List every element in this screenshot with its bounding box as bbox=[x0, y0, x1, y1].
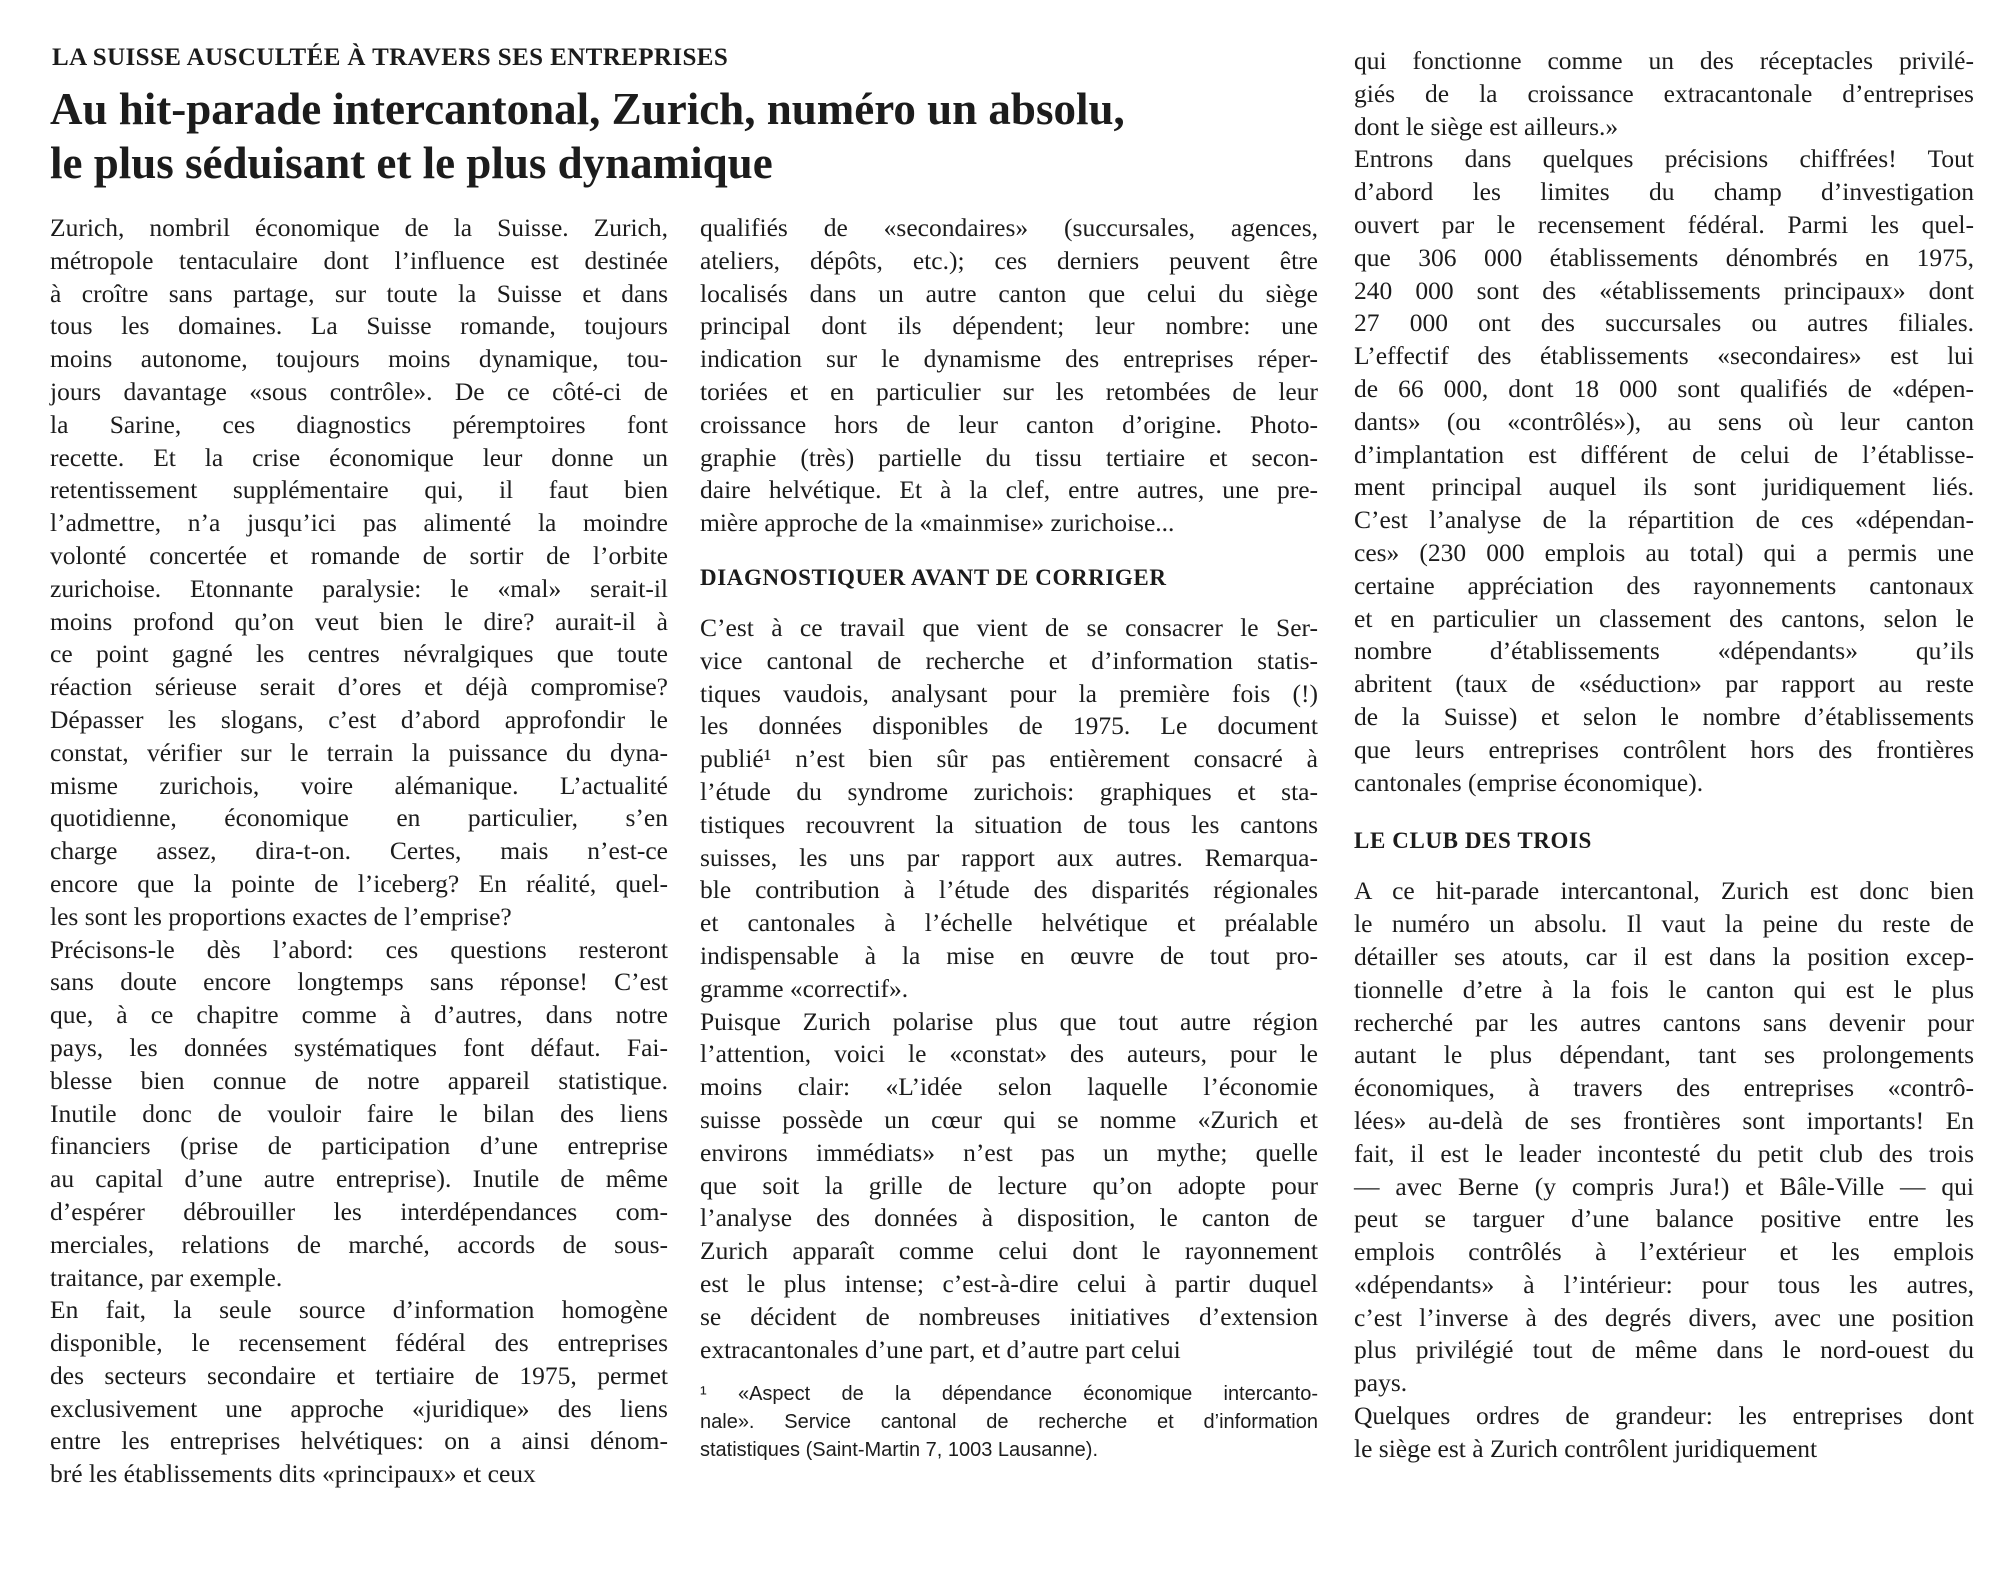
column-2-text-a bbox=[700, 212, 1318, 540]
text-line: graphie (très) partielle du tissu tertiaire et secon- bbox=[700, 442, 1318, 472]
text-line: se décident de nombreuses initiatives d’extension bbox=[700, 1301, 1318, 1331]
text-line: encore que la pointe de l’iceberg? En réalité, quel- bbox=[50, 868, 668, 898]
text-line: l’analyse des données à disposition, le canton de bbox=[700, 1203, 1318, 1233]
text-line: moins autonome, toujours moins dynamique, tou- bbox=[50, 344, 668, 374]
text-line: de 66 000, dont 18 000 sont qualifiés de «dépen- bbox=[1354, 373, 1974, 403]
text-line: indispensable à la mise en œuvre de tout pro- bbox=[700, 940, 1318, 970]
text-line: dants» (ou «contrôlés»), au sens où leur canton bbox=[1354, 406, 1974, 436]
text-line: L’effectif des établissements «secondaires» est lui bbox=[1354, 341, 1974, 371]
text-line: qui fonctionne comme un des réceptacles privilé- bbox=[1354, 46, 1974, 75]
text-line: que 306 000 établissements dénombrés en 1975, bbox=[1354, 242, 1974, 272]
text-line: moins clair: «L’idée selon laquelle l’économie bbox=[700, 1072, 1318, 1102]
footnote bbox=[700, 1380, 1318, 1464]
text-line: — avec Berne (y compris Jura!) et Bâle-Ville — qui bbox=[1354, 1171, 1974, 1201]
text-line: qualifiés de «secondaires» (succursales, agences, bbox=[700, 213, 1318, 242]
text-line: Puisque Zurich polarise plus que tout autre région bbox=[700, 1006, 1318, 1036]
text-line: recette. Et la crise économique leur donne un bbox=[50, 442, 668, 472]
text-line: recherché par les autres cantons sans devenir pour bbox=[1354, 1007, 1974, 1037]
text-line: autant le plus dépendant, tant ses prolongements bbox=[1354, 1040, 1974, 1070]
text-line: toriées et en particulier sur les retombées de leur bbox=[700, 376, 1318, 406]
column-3-text-a bbox=[1354, 45, 1974, 799]
text-line: Entrons dans quelques précisions chiffrées! Tout bbox=[1354, 144, 1974, 174]
text-line: financiers (prise de participation d’une entreprise bbox=[50, 1131, 668, 1161]
headline-line: Au hit-parade intercantonal, Zurich, numéro un absolu, bbox=[50, 84, 1125, 134]
column-1 bbox=[50, 212, 668, 1491]
text-line: localisés dans un autre canton que celui du siège bbox=[700, 278, 1318, 308]
text-line: traitance, par exemple. bbox=[50, 1262, 283, 1292]
text-line: que soit la grille de lecture qu’on adopte pour bbox=[700, 1170, 1318, 1200]
text-line: fait, il est le leader incontesté du petit club des trois bbox=[1354, 1138, 1974, 1168]
text-line: entre les entreprises helvétiques: on a ainsi dénom- bbox=[50, 1426, 668, 1456]
text-line: les sont les proportions exactes de l’emprise? bbox=[50, 901, 512, 931]
text-line: certaine appréciation des rayonnements cantonaux bbox=[1354, 570, 1974, 600]
text-line: l’étude du syndrome zurichois: graphiques et sta- bbox=[700, 776, 1318, 806]
text-line: sans doute encore longtemps sans réponse! C’est bbox=[50, 967, 668, 997]
text-line: jours davantage «sous contrôle». De ce côté-ci de bbox=[50, 376, 668, 406]
subhead-diagnostiquer: DIAGNOSTIQUER AVANT DE CORRIGER bbox=[700, 564, 1167, 590]
footnote-line: ¹ «Aspect de la dépendance économique intercanto- bbox=[700, 1383, 1318, 1406]
text-line: emplois contrôlés à l’extérieur et les emplois bbox=[1354, 1237, 1974, 1267]
text-line: économiques, à travers des entreprises «contrô- bbox=[1354, 1073, 1974, 1103]
text-line: environs immédiats» n’est pas un mythe; quelle bbox=[700, 1137, 1318, 1167]
text-line: des secteurs secondaire et tertiaire de 1975, permet bbox=[50, 1360, 668, 1390]
text-line: Inutile donc de vouloir faire le bilan des liens bbox=[50, 1098, 668, 1128]
text-line: publié¹ n’est bien sûr pas entièrement consacré à bbox=[700, 744, 1318, 774]
text-line: que, à ce chapitre comme à d’autres, dans notre bbox=[50, 1000, 668, 1030]
text-line: quotidienne, économique en particulier, s’en bbox=[50, 803, 668, 833]
text-line: retentissement supplémentaire qui, il faut bien bbox=[50, 475, 668, 505]
text-line: cantonales (emprise économique). bbox=[1354, 767, 1704, 797]
text-line: lées» au-delà de ses frontières sont importants! En bbox=[1354, 1105, 1974, 1135]
text-line: zurichoise. Etonnante paralysie: le «mal» serait-il bbox=[50, 573, 668, 603]
text-line: En fait, la seule source d’information homogène bbox=[50, 1295, 668, 1325]
text-line: croissance hors de leur canton d’origine. Photo- bbox=[700, 409, 1318, 439]
text-line: nombre d’établissements «dépendants» qu’ils bbox=[1354, 636, 1974, 666]
text-line: A ce hit-parade intercantonal, Zurich est donc bien bbox=[1354, 876, 1974, 906]
text-line: tiques vaudois, analysant pour la première fois (!) bbox=[700, 678, 1318, 708]
text-line: que leurs entreprises contrôlent hors des frontières bbox=[1354, 734, 1974, 764]
text-line: c’est l’inverse à des degrés divers, avec une position bbox=[1354, 1302, 1974, 1332]
footnote-line: statistiques (Saint-Martin 7, 1003 Lausanne). bbox=[700, 1439, 1098, 1462]
text-line: C’est à ce travail que vient de se consacrer le Ser- bbox=[700, 612, 1318, 642]
text-line: ble contribution à l’étude des disparités régionales bbox=[700, 875, 1318, 905]
text-line: charge assez, dira-t-on. Certes, mais n’est-ce bbox=[50, 836, 668, 866]
text-line: giés de la croissance extracantonale d’entreprises bbox=[1354, 78, 1974, 108]
text-line: exclusivement une approche «juridique» des liens bbox=[50, 1393, 668, 1423]
text-line: plus privilégié tout de même dans le nord-ouest du bbox=[1354, 1335, 1974, 1365]
text-line: moins profond qu’on veut bien le dire? aurait-il à bbox=[50, 606, 668, 636]
text-line: la Sarine, ces diagnostics péremptoires font bbox=[50, 409, 668, 439]
text-line: volonté concertée et romande de sortir de l’orbite bbox=[50, 540, 668, 570]
column-2-text-b bbox=[700, 612, 1318, 1366]
text-line: réaction sérieuse serait d’ores et déjà compromise? bbox=[50, 672, 668, 702]
text-line: tistiques recouvrent la situation de tous les cantons bbox=[700, 809, 1318, 839]
text-line: tous les domaines. La Suisse romande, toujours bbox=[50, 311, 668, 341]
text-line: ment principal auquel ils sont juridiquement liés. bbox=[1354, 472, 1974, 502]
text-line: misme zurichois, voire alémanique. L’actualité bbox=[50, 770, 668, 800]
column-3-text-b bbox=[1354, 875, 1974, 1465]
text-line: métropole tentaculaire dont l’influence est destinée bbox=[50, 245, 668, 275]
text-line: à croître sans partage, sur toute la Suisse et dans bbox=[50, 278, 668, 308]
text-line: suisses, les uns par rapport aux autres. Remarqua- bbox=[700, 842, 1318, 872]
text-line: blesse bien connue de notre appareil statistique. bbox=[50, 1065, 668, 1095]
subhead-club-des-trois: LE CLUB DES TROIS bbox=[1354, 828, 1592, 854]
text-line: «dépendants» à l’intérieur: pour tous les autres, bbox=[1354, 1269, 1974, 1299]
text-line: 27 000 ont des succursales ou autres filiales. bbox=[1354, 308, 1974, 338]
text-line: constat, vérifier sur le terrain la puissance du dyna- bbox=[50, 737, 668, 767]
article-headline bbox=[50, 82, 1350, 190]
text-line: ce point gagné les centres névralgiques que toute bbox=[50, 639, 668, 669]
article-kicker: LA SUISSE AUSCULTÉE À TRAVERS SES ENTREPRISES bbox=[52, 44, 729, 71]
footnote-line: nale». Service cantonal de recherche et d’information bbox=[700, 1411, 1318, 1434]
text-line: Précisons-le dès l’abord: ces questions resteront bbox=[50, 934, 668, 964]
text-line: 240 000 sont des «établissements principaux» dont bbox=[1354, 275, 1974, 305]
text-line: et en particulier un classement des cantons, selon le bbox=[1354, 603, 1974, 633]
text-line: d’espérer débrouiller les interdépendances com- bbox=[50, 1196, 668, 1226]
text-line: pays. bbox=[1354, 1368, 1408, 1398]
text-line: Dépasser les slogans, c’est d’abord approfondir le bbox=[50, 704, 668, 734]
text-line: d’abord les limites du champ d’investigation bbox=[1354, 177, 1974, 207]
text-line: est le plus intense; c’est-à-dire celui à partir duquel bbox=[700, 1268, 1318, 1298]
text-line: détailler ses atouts, car il est dans la position excep- bbox=[1354, 941, 1974, 971]
text-line: suisse possède un cœur qui se nomme «Zurich et bbox=[700, 1104, 1318, 1134]
text-line: indication sur le dynamisme des entreprises réper- bbox=[700, 344, 1318, 374]
text-line: peut se targuer d’une balance positive entre les bbox=[1354, 1204, 1974, 1234]
text-line: de la Suisse) et selon le nombre d’établissements bbox=[1354, 701, 1974, 731]
headline-line: le plus séduisant et le plus dynamique bbox=[50, 138, 773, 188]
text-line: gramme «correctif». bbox=[700, 973, 909, 1003]
text-line: extracantonales d’une part, et d’autre part celui bbox=[700, 1334, 1181, 1364]
text-line: dont le siège est ailleurs.» bbox=[1354, 111, 1619, 141]
text-line: ces» (230 000 emplois au total) qui a permis une bbox=[1354, 537, 1974, 567]
text-line: les données disponibles de 1975. Le document bbox=[700, 711, 1318, 741]
text-line: Zurich apparaît comme celui dont le rayonnement bbox=[700, 1236, 1318, 1266]
text-line: le numéro un absolu. Il vaut la peine du reste de bbox=[1354, 909, 1974, 939]
text-line: daire helvétique. Et à la clef, entre autres, une pre- bbox=[700, 475, 1318, 505]
text-line: mière approche de la «mainmise» zurichoise... bbox=[700, 508, 1175, 538]
text-line: principal dont ils dépendent; leur nombre: une bbox=[700, 311, 1318, 341]
text-line: et cantonales à l’échelle helvétique et préalable bbox=[700, 908, 1318, 938]
text-line: ouvert par le recensement fédéral. Parmi les quel- bbox=[1354, 209, 1974, 239]
text-line: l’attention, voici le «constat» des auteurs, pour le bbox=[700, 1039, 1318, 1069]
text-line: bré les établissements dits «principaux» et ceux bbox=[50, 1459, 536, 1489]
text-line: Quelques ordres de grandeur: les entreprises dont bbox=[1354, 1401, 1974, 1431]
text-line: abritent (taux de «séduction» par rapport au reste bbox=[1354, 669, 1974, 699]
column-2 bbox=[700, 212, 1318, 1464]
text-line: ateliers, dépôts, etc.); ces derniers peuvent être bbox=[700, 245, 1318, 275]
text-line: Zurich, nombril économique de la Suisse. Zurich, bbox=[50, 213, 668, 242]
text-line: pays, les données systématiques font défaut. Fai- bbox=[50, 1032, 668, 1062]
column-3 bbox=[1354, 45, 1974, 1466]
text-line: tionnelle d’etre à la fois le canton qui est le plus bbox=[1354, 974, 1974, 1004]
text-line: C’est l’analyse de la répartition de ces «dépendan- bbox=[1354, 505, 1974, 535]
text-line: vice cantonal de recherche et d’information statis- bbox=[700, 645, 1318, 675]
text-line: d’implantation est différent de celui de l’établisse- bbox=[1354, 439, 1974, 469]
text-line: l’admettre, n’a jusqu’ici pas alimenté la moindre bbox=[50, 508, 668, 538]
text-line: disponible, le recensement fédéral des entreprises bbox=[50, 1328, 668, 1358]
text-line: merciales, relations de marché, accords de sous- bbox=[50, 1229, 668, 1259]
text-line: le siège est à Zurich contrôlent juridiquement bbox=[1354, 1433, 1818, 1463]
text-line: au capital d’une autre entreprise). Inutile de même bbox=[50, 1164, 668, 1194]
